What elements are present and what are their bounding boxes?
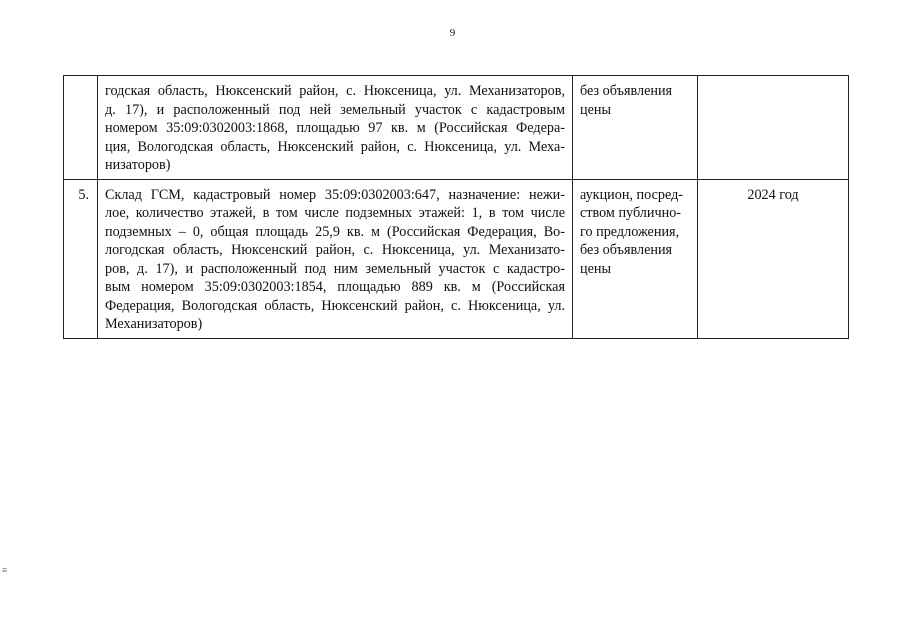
margin-mark: ≡ (2, 565, 8, 575)
term-cell (698, 76, 849, 180)
sale-method-line: го предложения, (580, 223, 680, 240)
row-number-cell: 5. (64, 179, 98, 338)
sale-method-line: аукцион, посред- (580, 186, 684, 203)
description-line: ция, Вологодская область, Нюксенский район, с. Нюксеница, ул. Меха- (105, 138, 565, 155)
description-line: вым номером 35:09:0302003:1854, площадью 889 кв. м (Российская (105, 279, 565, 295)
description-line: д. 17), и расположенный под ней земельный участок с кадастровым (105, 101, 565, 118)
description-line: Федерация, Вологодская область, Нюксенский район, с. Нюксеница, ул. (105, 297, 565, 314)
table-row (64, 76, 849, 180)
sale-method-line: без объявления (580, 83, 673, 99)
sale-method-line: цены (580, 101, 612, 118)
description-line: подземных – 0, общая площадь 25,9 кв. м (Российская Федерация, Во- (105, 223, 565, 240)
sale-method-cell (573, 76, 698, 180)
description-line: ров, д. 17), и расположенный под ним земельный участок с кадастро- (105, 260, 565, 277)
description-line: Склад ГСМ, кадастровый номер 35:09:0302003:647, назначение: нежи- (105, 186, 565, 203)
sale-method-cell (573, 179, 698, 338)
description-cell (98, 179, 573, 338)
sale-method-line: без объявления (580, 242, 673, 258)
description-line: номером 35:09:0302003:1868, площадью 97 кв. м (Российская Федера- (105, 120, 565, 136)
table-row (64, 179, 849, 338)
property-table (63, 75, 849, 339)
description-line: годская область, Нюксенский район, с. Нюксеница, ул. Механизаторов, (105, 83, 565, 99)
description-line: низаторов) (105, 157, 171, 173)
description-line: логодская область, Нюксенский район, с. Нюксеница, ул. Механизато- (105, 242, 565, 258)
description-line: лое, количество этажей, в том числе подземных этажей: 1, в том числе (105, 205, 565, 221)
sale-method-line: цены (580, 260, 612, 277)
page-number: 9 (449, 27, 456, 39)
sale-method-line: ством публично- (580, 205, 682, 221)
row-number-cell (64, 76, 98, 180)
description-cell (98, 76, 573, 180)
term-cell: 2024 год (698, 179, 849, 338)
description-line: Механизаторов) (105, 316, 203, 332)
